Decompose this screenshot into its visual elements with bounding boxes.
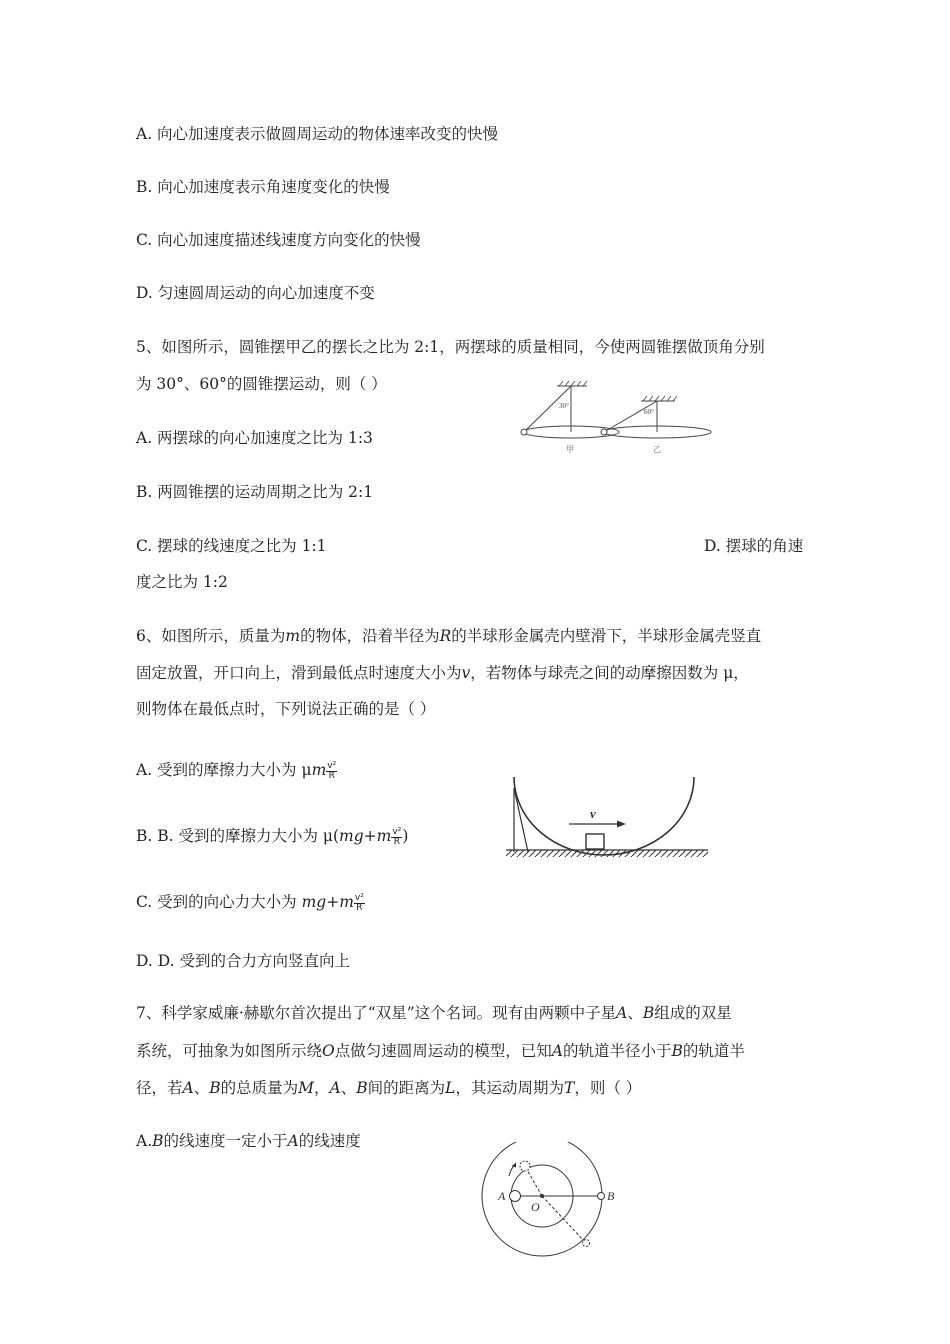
q4-option-b: B. 向心加速度表示角速度变化的快慢 — [136, 178, 390, 196]
q5-option-a: A. 两摆球的向心加速度之比为 1:3 — [136, 429, 373, 447]
q4-option-c: C. 向心加速度描述线速度方向变化的快慢 — [136, 231, 421, 249]
q5-option-b: B. 两圆锥摆的运动周期之比为 2:1 — [136, 483, 374, 501]
q5-option-c: C. 摆球的线速度之比为 1:1 — [136, 537, 327, 555]
v-squared-over-r: $\frac{\text{v²}}{R}$ — [392, 826, 402, 847]
q5-label-jia: 甲 — [566, 445, 574, 454]
v-squared-over-r: $\frac{\text{v²}}{R}$ — [354, 892, 364, 913]
q6-option-b: B. B. 受到的摩擦力大小为 μ(mg+m $\frac{\text{v²}}{R}$ ) — [136, 826, 409, 847]
q4-option-a: A. 向心加速度表示做圆周运动的物体速率改变的快慢 — [136, 125, 499, 143]
q5-conical-pendulum-figure — [515, 378, 715, 458]
q6-stem-line2: 固定放置，开口向上，滑到最低点时速度大小为v，若物体与球壳之间的动摩擦因数为 μ， — [136, 664, 749, 682]
q6-hemisphere-figure — [500, 772, 715, 867]
q7-stem-line3: 径，若A、B的总质量为M，A、B间的距离为L，其运动周期为T，则（ ） — [136, 1079, 642, 1097]
q5-option-d-part2: 度之比为 1:2 — [136, 573, 228, 591]
q6-option-c: C. 受到的向心力大小为 mg+m $\frac{\text{v²}}{R}$ — [136, 892, 364, 913]
star-b-label: B — [607, 1189, 615, 1203]
q5-stem-line2: 为 30°、60°的圆锥摆运动，则（ ） — [136, 375, 387, 393]
q6-option-d: D. D. 受到的合力方向竖直向上 — [136, 952, 350, 970]
v-squared-over-r: $\frac{\text{v²}}{R}$ — [327, 760, 337, 781]
q5-stem-line1: 5、如图所示，圆锥摆甲乙的摆长之比为 2:1，两摆球的质量相同，今使两圆锥摆做顶角分别 — [136, 338, 765, 356]
q6-stem-line3: 则物体在最低点时，下列说法正确的是（ ） — [136, 700, 436, 718]
q6-option-a: A. 受到的摩擦力大小为 μm $\frac{\text{v²}}{R}$ — [136, 760, 337, 781]
q7-binary-star-figure — [478, 1142, 638, 1262]
q7-option-a: A.B的线速度一定小于A的线速度 — [136, 1132, 361, 1150]
q4-option-d: D. 匀速圆周运动的向心加速度不变 — [136, 284, 375, 302]
star-a-label: A — [498, 1189, 506, 1203]
q5-option-d-part1: D. 摆球的角速 — [704, 537, 804, 555]
q5-angle-yi: 60° — [644, 408, 654, 416]
q7-stem-line1: 7、科学家威廉·赫歇尔首次提出了“双星”这个名词。现有由两颗中子星A、B组成的双星 — [136, 1004, 732, 1022]
q5-label-yi: 乙 — [653, 445, 661, 454]
velocity-label: v — [590, 806, 596, 821]
q6-stem-line1: 6、如图所示，质量为m的物体，沿着半径为R的半球形金属壳内壁滑下，半球形金属壳竖直 — [136, 627, 762, 645]
q7-stem-line2: 系统，可抽象为如图所示绕O点做匀速圆周运动的模型，已知A的轨道半径小于B的轨道半 — [136, 1042, 745, 1060]
center-o-label: O — [531, 1200, 540, 1214]
q5-angle-jia: 30° — [559, 402, 569, 410]
